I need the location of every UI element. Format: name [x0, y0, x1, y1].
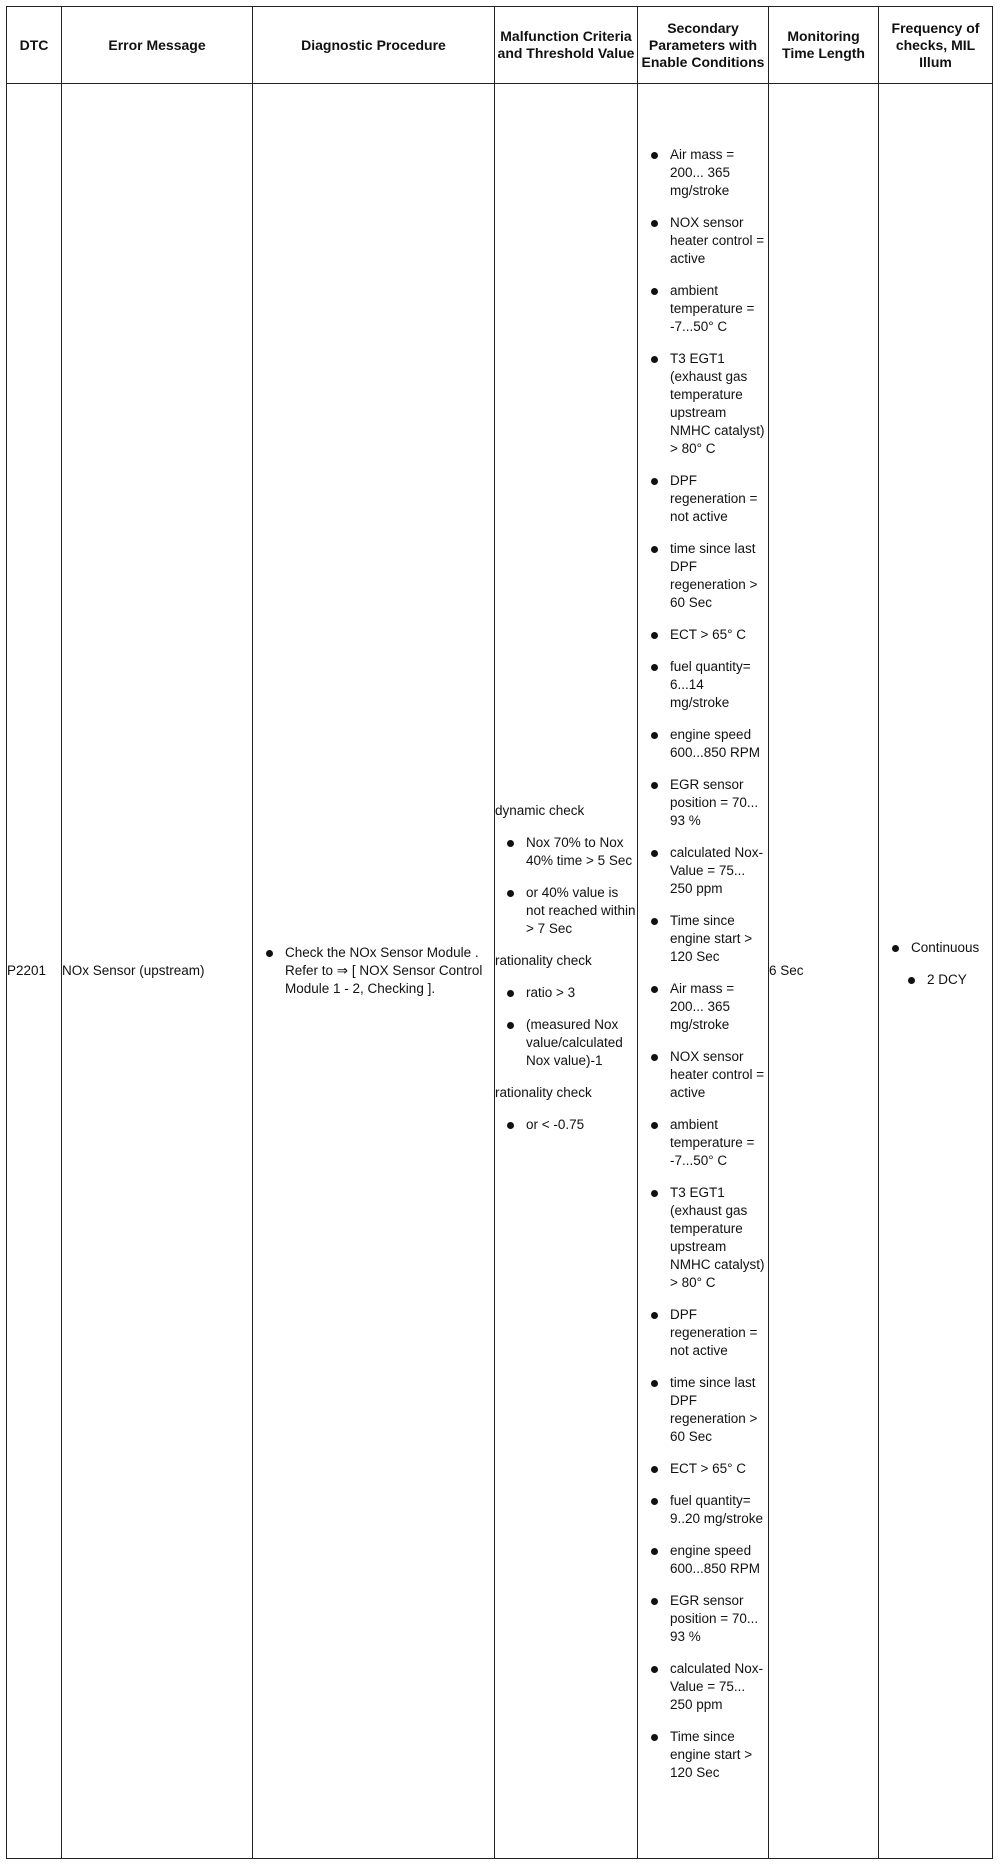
table-row	[7, 84, 993, 1859]
header-secondary-parameters: Secondary Parameters with Enable Conditions	[638, 7, 769, 84]
rationality-check-item: ratio > 3	[526, 984, 637, 1002]
frequency-item: 2 DCY	[927, 971, 992, 989]
cell-monitoring-time: 6 Sec	[769, 84, 879, 1859]
secondary-parameter-item: EGR sensor position = 70... 93 %	[670, 776, 766, 830]
rationality-check-item: (measured Nox value/calculated Nox value)-1	[526, 1016, 637, 1070]
header-error-message: Error Message	[62, 7, 253, 84]
frequency-list	[911, 939, 992, 989]
cell-error-message: NOx Sensor (upstream)	[62, 84, 253, 1859]
secondary-parameter-item: ECT > 65° C	[670, 626, 766, 644]
secondary-parameter-item: engine speed 600...850 RPM	[670, 1542, 766, 1578]
header-monitoring-time: Monitoring Time Length	[769, 7, 879, 84]
header-diagnostic-procedure: Diagnostic Procedure	[253, 7, 495, 84]
secondary-parameter-item: time since last DPF regeneration > 60 Sec	[670, 540, 766, 612]
secondary-parameter-item: T3 EGT1 (exhaust gas temperature upstream NMHC catalyst) > 80° C	[670, 1185, 765, 1290]
cell-dtc: P2201	[7, 84, 62, 1859]
secondary-parameter-item: calculated Nox-Value = 75... 250 ppm	[670, 844, 766, 898]
cell-frequency	[879, 84, 993, 1859]
rationality-check-heading-2: rationality check	[495, 1085, 592, 1100]
rationality-check-heading: rationality check	[495, 953, 592, 968]
header-frequency: Frequency of checks, MIL Illum	[879, 7, 993, 84]
cell-secondary-parameters	[638, 84, 769, 1859]
secondary-parameter-item: fuel quantity= 9..20 mg/stroke	[670, 1492, 766, 1528]
secondary-parameter-item: EGR sensor position = 70... 93 %	[670, 1592, 766, 1646]
secondary-parameter-item: fuel quantity= 6...14 mg/stroke	[670, 658, 766, 712]
cell-diagnostic-procedure	[253, 84, 495, 1859]
rationality-check-list-2	[526, 1116, 637, 1134]
procedure-item: Check the NOx Sensor Module . Refer to ⇒ [ NOX Sensor Control Module 1 - 2, Checking ].	[285, 944, 486, 998]
secondary-parameter-item: DPF regeneration = not active	[670, 1306, 766, 1360]
secondary-parameter-item: Time since engine start > 120 Sec	[670, 912, 766, 966]
secondary-parameter-list	[670, 146, 766, 1782]
procedure-list	[285, 944, 486, 998]
secondary-parameter-item: Time since engine start > 120 Sec	[670, 1728, 766, 1782]
cell-malfunction-criteria	[495, 84, 638, 1859]
rationality-check-item: or < -0.75	[526, 1116, 637, 1134]
secondary-parameter-item: NOX sensor heater control = active	[670, 215, 765, 266]
secondary-parameter-item: time since last DPF regeneration > 60 Sec	[670, 1374, 766, 1446]
secondary-parameter-item: ambient temperature = -7...50° C	[670, 282, 766, 336]
dynamic-check-list	[526, 834, 637, 938]
header-dtc: DTC	[7, 7, 62, 84]
frequency-item: Continuous	[911, 939, 992, 957]
secondary-parameter-item: NOX sensor heater control = active	[670, 1049, 765, 1100]
header-row	[7, 7, 993, 84]
secondary-parameter-item: ECT > 65° C	[670, 1460, 766, 1478]
secondary-parameter-item: engine speed 600...850 RPM	[670, 726, 766, 762]
secondary-parameter-item: Air mass = 200... 365 mg/stroke	[670, 146, 766, 200]
dynamic-check-item: Nox 70% to Nox 40% time > 5 Sec	[526, 834, 637, 870]
dynamic-check-item: or 40% value is not reached within > 7 Sec	[526, 885, 636, 936]
diagnostic-table	[6, 6, 993, 1859]
header-malfunction-criteria: Malfunction Criteria and Threshold Value	[495, 7, 638, 84]
secondary-parameter-item: calculated Nox-Value = 75... 250 ppm	[670, 1660, 766, 1714]
secondary-parameter-item: DPF regeneration = not active	[670, 472, 766, 526]
rationality-check-list	[526, 984, 637, 1070]
secondary-parameter-item: T3 EGT1 (exhaust gas temperature upstream NMHC catalyst) > 80° C	[670, 351, 765, 456]
secondary-parameter-item: Air mass = 200... 365 mg/stroke	[670, 980, 766, 1034]
dynamic-check-heading: dynamic check	[495, 803, 585, 818]
secondary-parameter-item: ambient temperature = -7...50° C	[670, 1116, 766, 1170]
